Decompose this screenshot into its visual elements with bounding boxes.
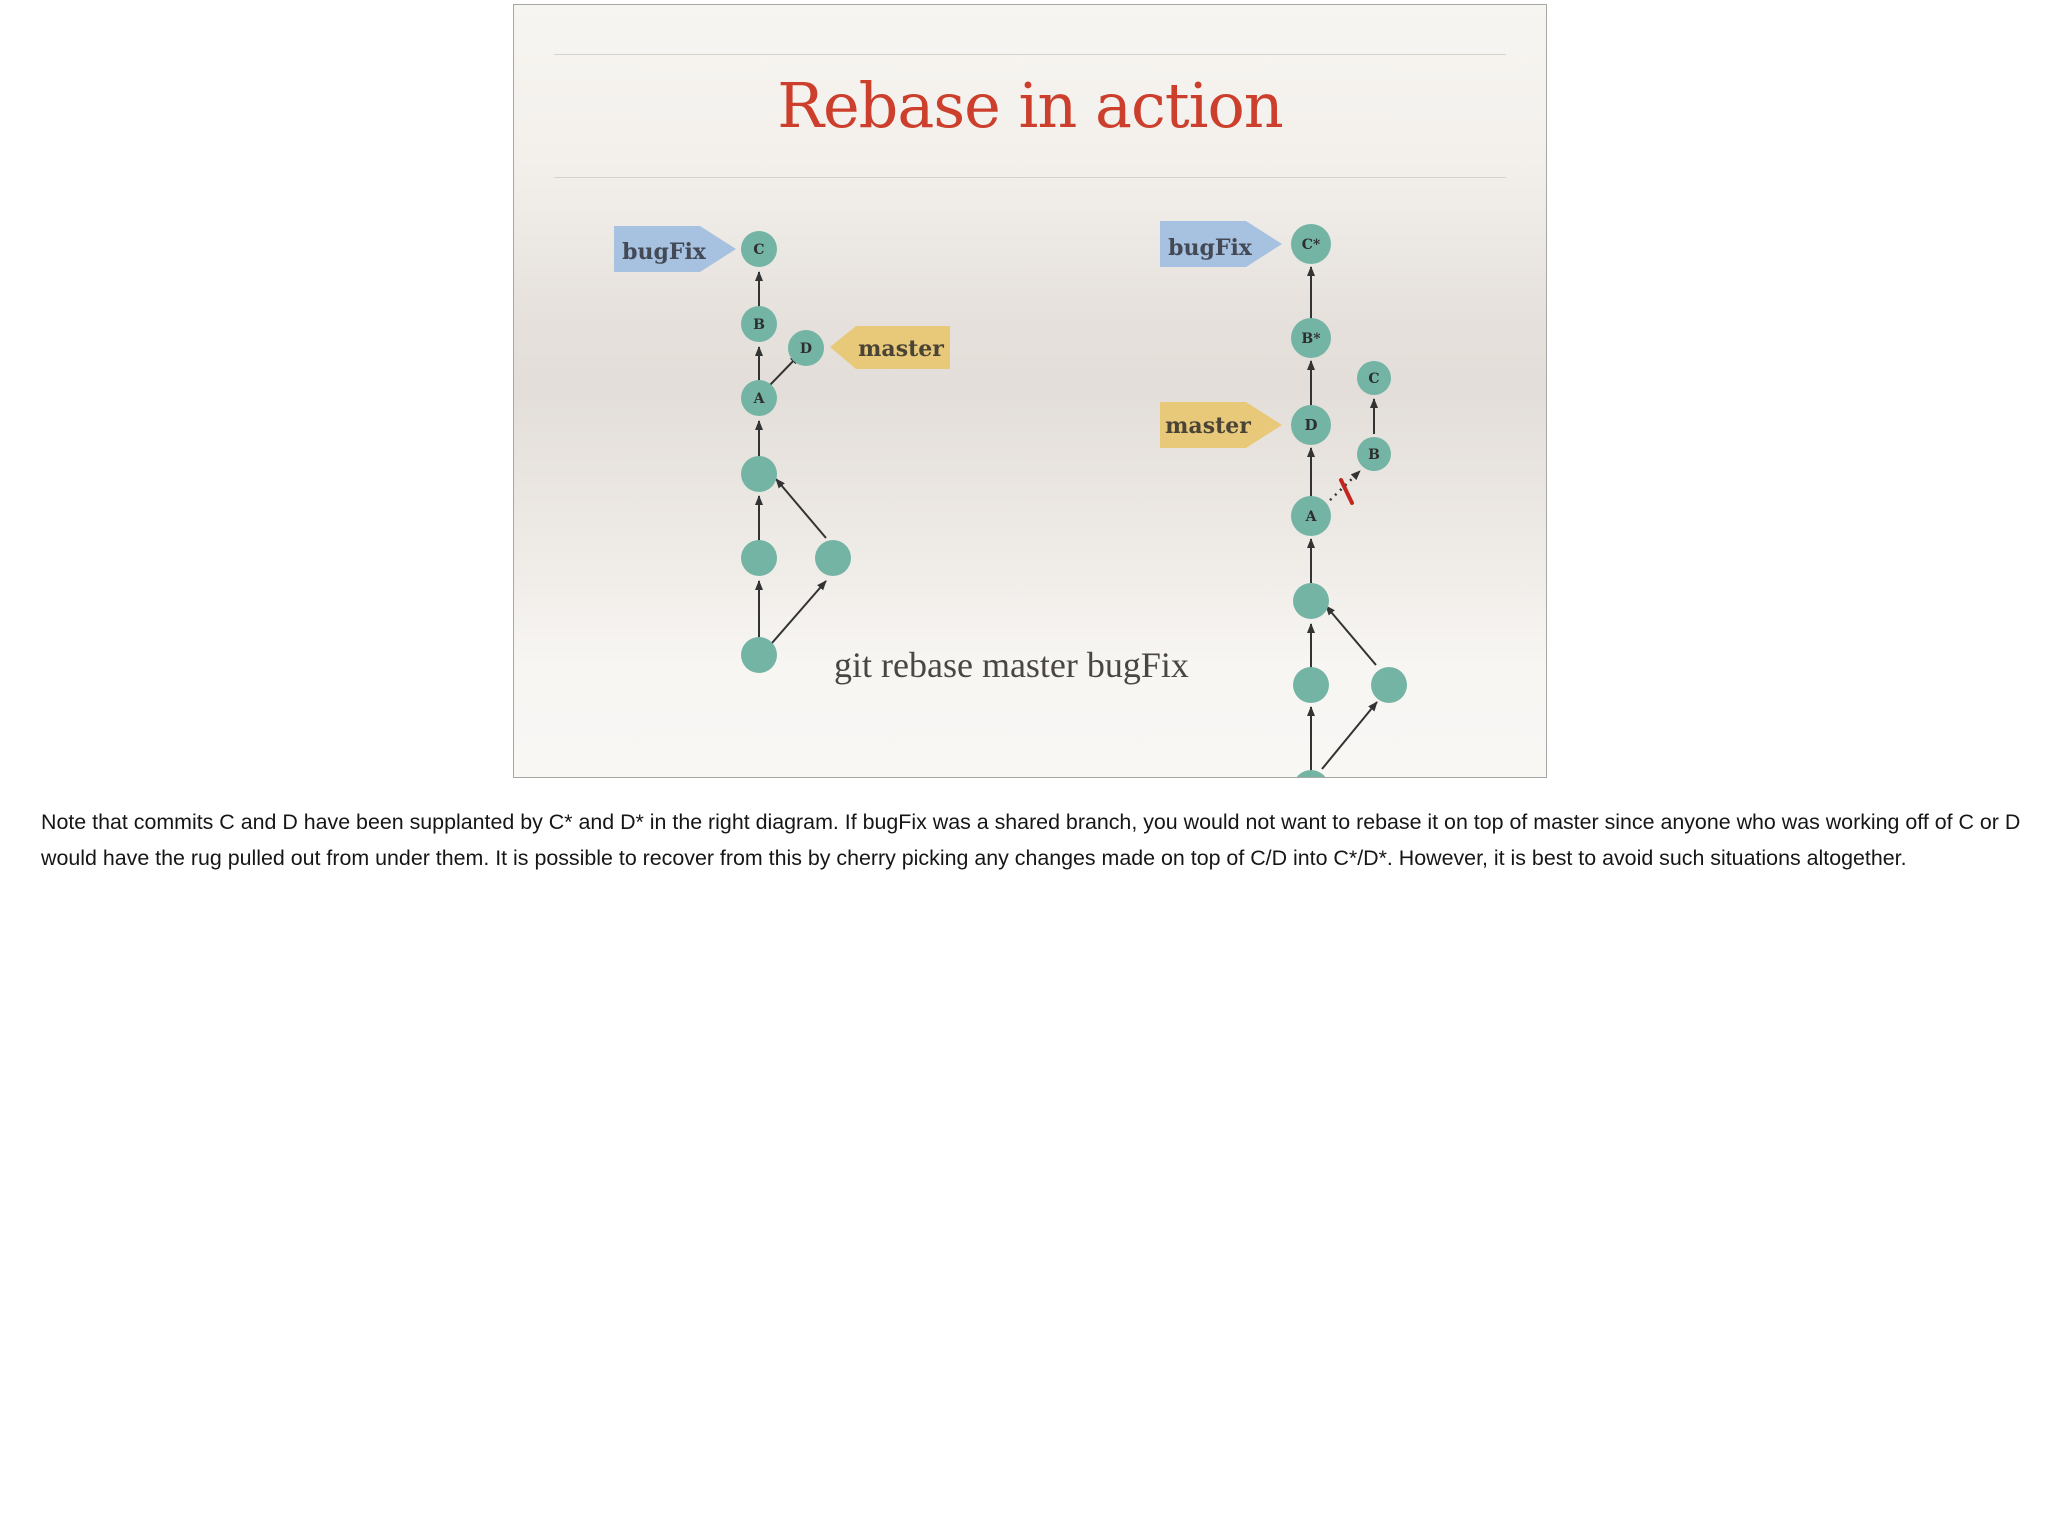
diagram-right	[1160, 221, 1407, 777]
commit-right-root	[1293, 770, 1329, 777]
edge-right-side-to-c3	[1326, 606, 1376, 665]
commit-right-cstar-label: C*	[1301, 237, 1321, 253]
commit-right-2	[1293, 667, 1329, 703]
commit-right-a-label: A	[1305, 509, 1317, 525]
commit-left-2	[741, 540, 777, 576]
broken-link-mark	[1341, 480, 1352, 503]
edge-right-a-to-b-broken	[1325, 471, 1360, 505]
commit-left-c-label: C	[753, 242, 765, 258]
edge-right-root-to-side	[1322, 702, 1377, 769]
commit-left-side	[815, 540, 851, 576]
edge-left-side-to-c3	[776, 479, 826, 538]
branch-left-bugfix-label: bugFix	[622, 239, 706, 265]
rebase-command: git rebase master bugFix	[834, 645, 1189, 685]
slide-title: Rebase in action	[777, 69, 1283, 142]
edge-left-root-to-side	[772, 581, 826, 643]
commit-right-side	[1371, 667, 1407, 703]
commit-right-c-label: C	[1368, 371, 1380, 387]
commit-right-d-label: D	[1304, 416, 1318, 434]
commit-right-bstar-label: B*	[1301, 331, 1321, 347]
slide	[513, 4, 1547, 778]
commit-left-3	[741, 456, 777, 492]
commit-right-b-label: B	[1368, 447, 1380, 463]
branch-left-master-label: master	[858, 336, 944, 362]
commit-left-a-label: A	[753, 391, 765, 407]
commit-right-3	[1293, 583, 1329, 619]
commit-left-d-label: D	[799, 341, 813, 357]
branch-right-master-label: master	[1165, 413, 1251, 439]
branch-right-bugfix-label: bugFix	[1168, 235, 1252, 261]
commit-left-root	[741, 637, 777, 673]
slide-notes: Note that commits C and D have been supplanted by C* and D* in the right diagram. If bugFix was a shared branch, you would not want to rebase it on top of master since anyone who was working off of C or D would have the rug pulled out from under them. It is possible to recover from this by cherry picking any changes made on top of C/D into C*/D*. However, it is best to avoid such situations altogether.	[41, 810, 2021, 870]
diagram-left	[614, 226, 950, 673]
commit-left-b-label: B	[753, 317, 765, 333]
